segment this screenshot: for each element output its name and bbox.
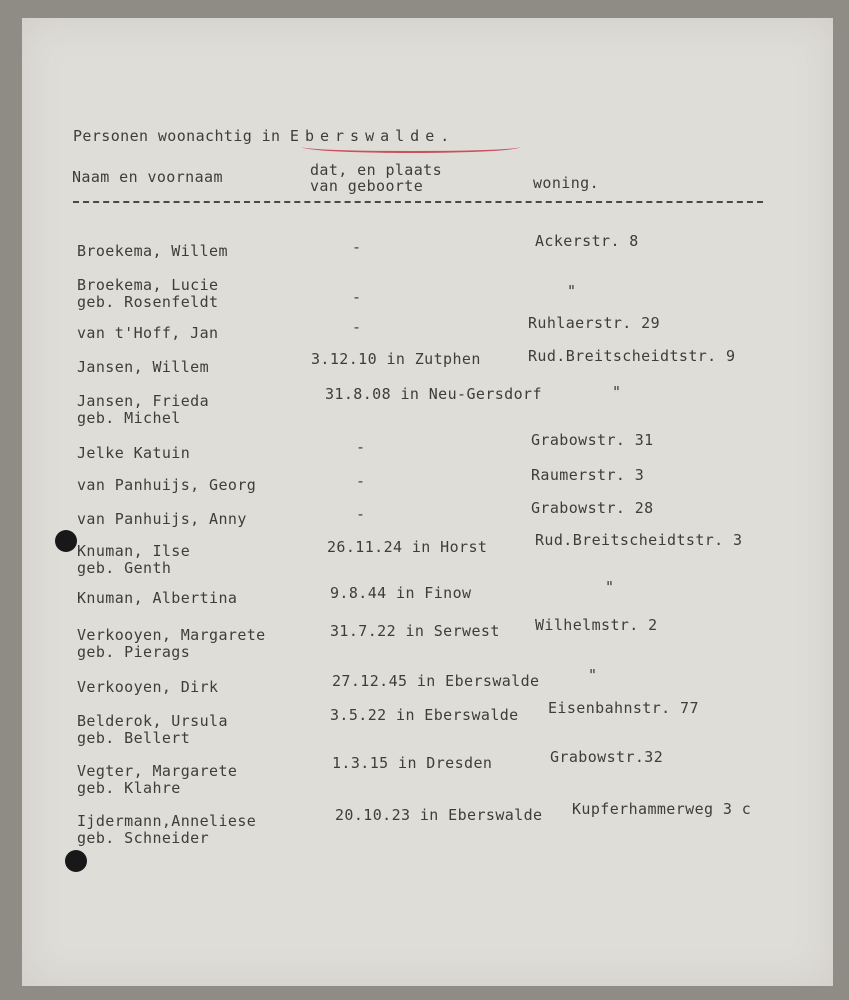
red-underline — [302, 141, 520, 153]
address: " — [567, 282, 577, 300]
person-name: Jansen, Frieda — [77, 392, 210, 410]
birth-info: - — [352, 288, 362, 306]
address: Raumerstr. 3 — [531, 466, 645, 484]
person-name: Jansen, Willem — [77, 358, 210, 376]
column-header-address: woning. — [533, 174, 600, 192]
person-name: van Panhuijs, Anny — [77, 510, 247, 528]
person-name: Broekema, Willem — [77, 242, 228, 260]
address: Ackerstr. 8 — [535, 232, 639, 250]
column-header-name: Naam en voornaam — [72, 168, 223, 186]
person-maiden-name: geb. Michel — [77, 409, 181, 427]
address: Grabowstr. 31 — [531, 431, 654, 449]
birth-info: - — [356, 472, 366, 490]
address: Rud.Breitscheidtstr. 9 — [528, 347, 736, 365]
birth-info: 31.8.08 in Neu-Gersdorf — [325, 385, 542, 403]
birth-info: 20.10.23 in Eberswalde — [335, 806, 543, 824]
person-maiden-name: geb. Klahre — [77, 779, 181, 797]
birth-info: - — [352, 318, 362, 336]
person-name: Broekema, Lucie — [77, 276, 219, 294]
birth-info: 1.3.15 in Dresden — [332, 754, 493, 772]
header-separator — [73, 201, 763, 203]
birth-info: 3.5.22 in Eberswalde — [330, 706, 519, 724]
person-maiden-name: geb. Genth — [77, 559, 172, 577]
person-maiden-name: geb. Pierags — [77, 643, 191, 661]
address: Kupferhammerweg 3 c — [572, 800, 752, 818]
person-name: Ijdermann,Anneliese — [77, 812, 257, 830]
person-maiden-name: geb. Bellert — [77, 729, 191, 747]
address: " — [588, 666, 598, 684]
person-name: Verkooyen, Dirk — [77, 678, 219, 696]
punch-hole — [55, 530, 77, 552]
address: Grabowstr.32 — [550, 748, 664, 766]
birth-info: 31.7.22 in Serwest — [330, 622, 500, 640]
person-name: Belderok, Ursula — [77, 712, 228, 730]
person-name: Jelke Katuin — [77, 444, 191, 462]
title-prefix: Personen woonachtig in — [73, 127, 281, 145]
address: " — [605, 578, 615, 596]
address: Rud.Breitscheidtstr. 3 — [535, 531, 743, 549]
column-header-birth-line2: van geboorte — [310, 177, 424, 195]
person-name: Vegter, Margarete — [77, 762, 238, 780]
person-name: Verkooyen, Margarete — [77, 626, 266, 644]
person-name: van t'Hoff, Jan — [77, 324, 219, 342]
person-name: Knuman, Albertina — [77, 589, 238, 607]
column-header-birth-line1: dat, en plaats — [310, 161, 443, 179]
birth-info: 9.8.44 in Finow — [330, 584, 472, 602]
punch-hole — [65, 850, 87, 872]
birth-info: 27.12.45 in Eberswalde — [332, 672, 540, 690]
address: Eisenbahnstr. 77 — [548, 699, 699, 717]
person-maiden-name: geb. Schneider — [77, 829, 210, 847]
birth-info: - — [352, 238, 362, 256]
person-maiden-name: geb. Rosenfeldt — [77, 293, 219, 311]
person-name: van Panhuijs, Georg — [77, 476, 257, 494]
address: " — [612, 383, 622, 401]
person-name: Knuman, Ilse — [77, 542, 191, 560]
birth-info: - — [356, 438, 366, 456]
address: Ruhlaerstr. 29 — [528, 314, 661, 332]
title-city: Eberswalde. — [289, 127, 456, 145]
address: Grabowstr. 28 — [531, 499, 654, 517]
birth-info: - — [356, 505, 366, 523]
address: Wilhelmstr. 2 — [535, 616, 658, 634]
birth-info: 3.12.10 in Zutphen — [311, 350, 481, 368]
birth-info: 26.11.24 in Horst — [327, 538, 488, 556]
